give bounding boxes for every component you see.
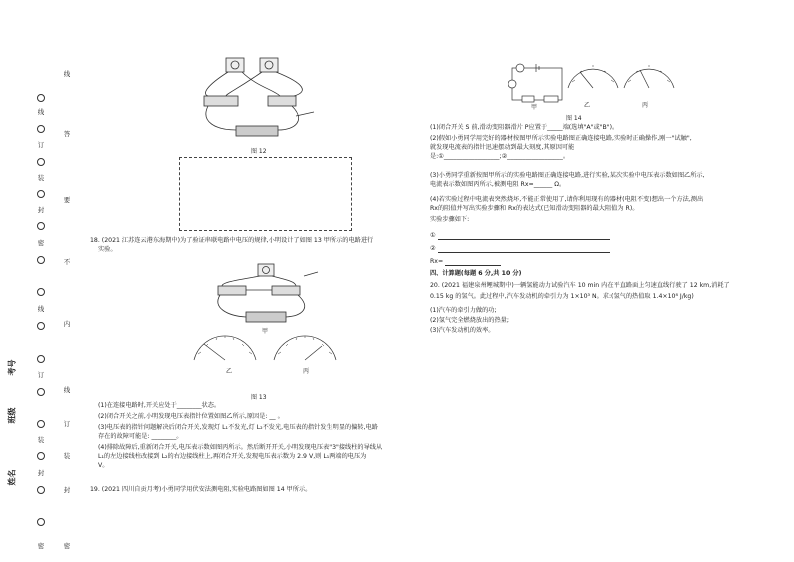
step-2-answer-line[interactable] xyxy=(438,246,610,253)
q19-part4-line2: Rx的阻值并写出实验步骤和 Rx的表达式(已知滑动变阻器的最大阻值为 R)。 xyxy=(430,205,639,212)
expression-answer-line[interactable] xyxy=(445,259,501,266)
binding-char: 密 xyxy=(37,542,45,550)
binding-char: 线 xyxy=(63,386,71,394)
binding-circle xyxy=(34,190,48,198)
binding-char: 订 xyxy=(37,141,45,149)
figure-14-sub-c: 丙 xyxy=(642,102,649,109)
q20-part3: (3)汽车发动机的效率。 xyxy=(430,327,495,334)
figure-14-sub-b: 乙 xyxy=(584,102,591,109)
binding-char: 装 xyxy=(63,452,71,460)
q19-stem: 19. (2021 四川自贡月考)小勇同学用伏安法测电阻,实验电路图如图 14 甲所示。 xyxy=(90,486,312,493)
binding-char: 密 xyxy=(37,239,45,247)
figure-13-meters xyxy=(190,334,340,364)
q20-stem-line2: 0.15 kg 的氢气。此过程中,汽车发动机的牵引力为 1×10³ N。求:(氢气的热值取 1.4×10⁸ J/kg) xyxy=(430,293,694,300)
binding-char: 不 xyxy=(63,258,71,266)
figure-13-caption: 图 13 xyxy=(251,394,267,401)
step-1-label: ① xyxy=(430,232,436,239)
figure-13-circuit xyxy=(208,262,324,326)
q19-part4-line1: (4)若实验过程中电流表突然烧坏,不能正常使用了,请你利用现有的器材(电阻不变)想出一个方法,测出 xyxy=(430,196,704,203)
binding-circle xyxy=(34,94,48,102)
q18-stem-line2: 实验。 xyxy=(98,246,117,253)
q18-part4-line2: L₁的左边接线柱改接到 L₂的右边接线柱上,再闭合开关,发现电压表示数为 2.9 V,则 L₁两端的电压为 xyxy=(98,453,367,460)
expression-row xyxy=(430,258,501,266)
q20-part1: (1)汽车的牵引力做的功; xyxy=(430,307,497,314)
binding-char: 答 xyxy=(63,130,71,138)
binding-char: 封 xyxy=(63,486,71,494)
binding-char: 订 xyxy=(37,371,45,379)
binding-char: 密 xyxy=(63,542,71,550)
step-2-label: ② xyxy=(430,245,436,252)
section-4-title: 四、计算题(每题 6 分,共 10 分) xyxy=(430,270,522,277)
binding-char: 内 xyxy=(63,320,71,328)
binding-circle xyxy=(34,288,48,296)
binding-circle xyxy=(34,158,48,166)
q19-part4-line3: 实验步骤如下: xyxy=(430,216,470,223)
binding-char: 装 xyxy=(37,436,45,444)
q19-part2-line1: (2)假如小勇同学用完好的器材按图甲所示实验电路图正确连接电路,实验时正确操作,刚一"试触", xyxy=(430,135,692,142)
binding-char: 要 xyxy=(63,196,71,204)
figure-13-sub-b: 乙 xyxy=(226,368,233,375)
binding-circle xyxy=(34,420,48,428)
field-label-class: 班级 xyxy=(7,407,17,424)
q18-part4-line1: (4)排除故障后,重新闭合开关,电压表示数如图丙所示。然后断开开关,小明发现电压表"3"接线柱的导线从 xyxy=(98,444,383,451)
binding-circle xyxy=(34,322,48,330)
expression-label: Rx= xyxy=(430,258,444,265)
figure-14-meters xyxy=(566,62,676,92)
binding-circle xyxy=(34,452,48,460)
step-1-row xyxy=(430,232,610,240)
answer-drawing-box xyxy=(179,157,352,231)
figure-14-sub-a: 甲 xyxy=(531,104,538,111)
binding-char: 订 xyxy=(63,420,71,428)
binding-circle xyxy=(34,486,48,494)
binding-char: 线 xyxy=(63,70,71,78)
q19-part1: (1)闭合开关 S 前,滑动变阻器滑片 P应置于_____端(选填"A"或"B")。 xyxy=(430,124,619,131)
binding-char: 封 xyxy=(37,206,45,214)
q20-stem-line1: 20. (2021 福建泉州鲤城期中)一辆氢能动力试验汽车 10 min 内在平直路面上匀速直线行驶了 12 km,消耗了 xyxy=(430,282,730,289)
binding-circle xyxy=(34,355,48,363)
q19-part2-line2: 就发现电流表的指针迅速摆动到最大刻度,其原因可能 xyxy=(430,144,575,151)
q18-part4-line3: V。 xyxy=(98,462,109,469)
binding-char: 装 xyxy=(37,174,45,182)
binding-char: 线 xyxy=(37,108,45,116)
q18-stem-line1: 18. (2021 江苏连云港东海期中)为了验证串联电路中电压的规律,小明设计了如图 13 甲所示的电路进行 xyxy=(90,237,374,244)
q20-part2: (2)氢气完全燃烧放出的热量; xyxy=(430,317,509,324)
q19-part3-line1: (3)小勇同学重新按图甲所示的实验电路图正确连接电路,进行实验,某次实验中电压表示数如图乙所示, xyxy=(430,172,705,179)
binding-circle xyxy=(34,125,48,133)
q18-part3-line1: (3)电压表的指针问题解决后闭合开关,发现灯 L₁不发光,灯 L₂不发光,电压表的指针发生明显的偏转,电路 xyxy=(98,424,378,431)
figure-13-sub-c: 丙 xyxy=(303,368,310,375)
figure-13-sub-a: 甲 xyxy=(262,328,269,335)
figure-12-circuit xyxy=(196,56,326,144)
q19-part2-line3: 是:①__________________;②__________________。 xyxy=(430,153,570,160)
binding-circle xyxy=(34,518,48,526)
step-1-answer-line[interactable] xyxy=(438,233,610,240)
figure-14-caption: 图 14 xyxy=(566,115,582,122)
field-label-name: 姓名 xyxy=(7,469,17,486)
field-label-exam-number: 考号 xyxy=(7,359,17,376)
q18-part2: (2)闭合开关之前,小明发现电压表指针位置如图乙所示,原因是: __ 。 xyxy=(98,413,284,420)
figure-12-caption: 图 12 xyxy=(251,148,267,155)
binding-circle xyxy=(34,256,48,264)
q18-part1: (1)在连接电路时,开关应处于________状态。 xyxy=(98,402,221,409)
binding-char: 封 xyxy=(37,469,45,477)
binding-char: 线 xyxy=(37,305,45,313)
step-2-row xyxy=(430,245,610,253)
q18-part3-line2: 存在的故障可能是: ________。 xyxy=(98,433,183,440)
binding-circle xyxy=(34,388,48,396)
binding-circle xyxy=(34,222,48,230)
figure-14-circuit-diagram xyxy=(508,60,568,106)
q19-part3-line2: 电流表示数如图丙所示,被测电阻 Rx=______ Ω。 xyxy=(430,181,566,188)
